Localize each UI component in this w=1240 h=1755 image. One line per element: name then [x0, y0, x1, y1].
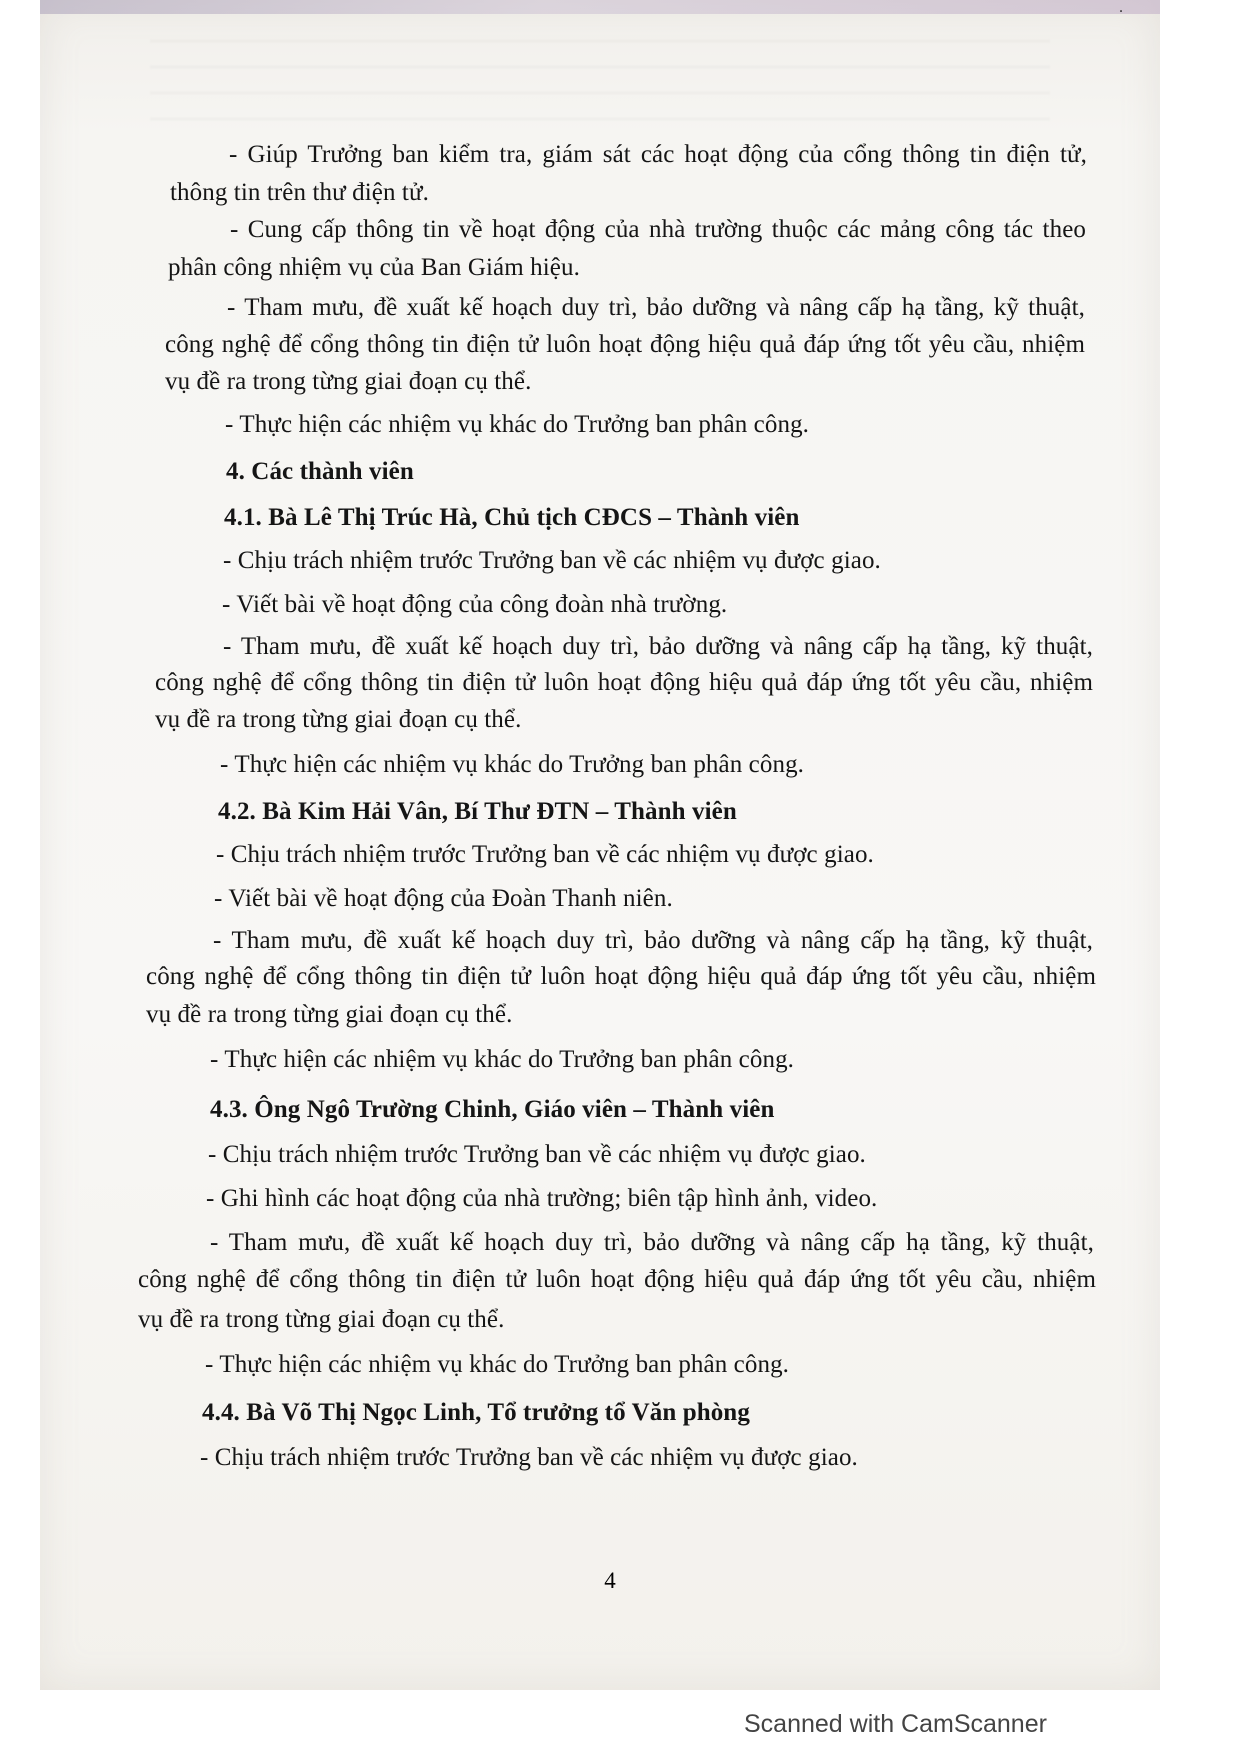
list-item: - Thực hiện các nhiệm vụ khác do Trưởng ban phân công. — [220, 751, 805, 778]
paragraph-line: thông tin trên thư điện tử. — [170, 179, 429, 206]
member-heading: 4.1. Bà Lê Thị Trúc Hà, Chủ tịch CĐCS – Thành viên — [224, 504, 800, 531]
list-item: - Ghi hình các hoạt động của nhà trường; biên tập hình ảnh, video. — [206, 1185, 878, 1212]
list-item: công nghệ để cổng thông tin điện tử luôn hoạt động hiệu quả đáp ứng tốt yêu cầu, nhiệm — [155, 669, 1093, 696]
member-heading: 4.3. Ông Ngô Trường Chinh, Giáo viên – Thành viên — [210, 1096, 775, 1123]
list-item: - Chịu trách nhiệm trước Trưởng ban về các nhiệm vụ được giao. — [216, 841, 874, 868]
corner-mark: ˙ — [1118, 6, 1124, 26]
paragraph-line: công nghệ để cổng thông tin điện tử luôn hoạt động hiệu quả đáp ứng tốt yêu cầu, nhiệm — [165, 331, 1085, 358]
list-item: - Tham mưu, đề xuất kế hoạch duy trì, bảo dưỡng và nâng cấp hạ tầng, kỹ thuật, — [210, 1229, 1094, 1256]
list-item: vụ đề ra trong từng giai đoạn cụ thể. — [146, 1001, 513, 1028]
camscanner-watermark: Scanned with CamScanner — [744, 1710, 1047, 1738]
list-item: - Chịu trách nhiệm trước Trưởng ban về các nhiệm vụ được giao. — [208, 1141, 866, 1168]
paragraph-line: - Giúp Trưởng ban kiểm tra, giám sát các hoạt động của cổng thông tin điện tử, — [229, 141, 1087, 168]
paragraph-line: - Thực hiện các nhiệm vụ khác do Trưởng ban phân công. — [225, 411, 810, 438]
paragraph-line: phân công nhiệm vụ của Ban Giám hiệu. — [168, 254, 580, 281]
member-heading: 4.4. Bà Võ Thị Ngọc Linh, Tổ trưởng tổ Văn phòng — [202, 1399, 750, 1426]
list-item: công nghệ để cổng thông tin điện tử luôn hoạt động hiệu quả đáp ứng tốt yêu cầu, nhiệm — [138, 1266, 1096, 1293]
page-number: 4 — [604, 1568, 616, 1593]
member-heading: 4.2. Bà Kim Hải Vân, Bí Thư ĐTN – Thành viên — [218, 798, 737, 825]
list-item: vụ đề ra trong từng giai đoạn cụ thể. — [155, 706, 522, 733]
paragraph-line: - Cung cấp thông tin về hoạt động của nhà trường thuộc các mảng công tác theo — [230, 216, 1086, 243]
list-item: - Thực hiện các nhiệm vụ khác do Trưởng ban phân công. — [205, 1351, 790, 1378]
list-item: vụ đề ra trong từng giai đoạn cụ thể. — [138, 1306, 505, 1333]
list-item: - Chịu trách nhiệm trước Trưởng ban về các nhiệm vụ được giao. — [200, 1444, 858, 1471]
list-item: - Tham mưu, đề xuất kế hoạch duy trì, bảo dưỡng và nâng cấp hạ tầng, kỹ thuật, — [213, 927, 1093, 954]
list-item: - Tham mưu, đề xuất kế hoạch duy trì, bảo dưỡng và nâng cấp hạ tầng, kỹ thuật, — [223, 633, 1093, 660]
list-item: - Thực hiện các nhiệm vụ khác do Trưởng ban phân công. — [210, 1046, 795, 1073]
list-item: - Chịu trách nhiệm trước Trưởng ban về các nhiệm vụ được giao. — [223, 547, 881, 574]
section-heading: 4. Các thành viên — [226, 458, 414, 485]
list-item: - Viết bài về hoạt động của Đoàn Thanh niên. — [214, 885, 673, 912]
list-item: - Viết bài về hoạt động của công đoàn nhà trường. — [222, 591, 728, 618]
paragraph-line: - Tham mưu, đề xuất kế hoạch duy trì, bảo dưỡng và nâng cấp hạ tầng, kỹ thuật, — [227, 294, 1085, 321]
list-item: công nghệ để cổng thông tin điện tử luôn hoạt động hiệu quả đáp ứng tốt yêu cầu, nhiệm — [146, 963, 1096, 990]
paragraph-line: vụ đề ra trong từng giai đoạn cụ thể. — [165, 368, 532, 395]
